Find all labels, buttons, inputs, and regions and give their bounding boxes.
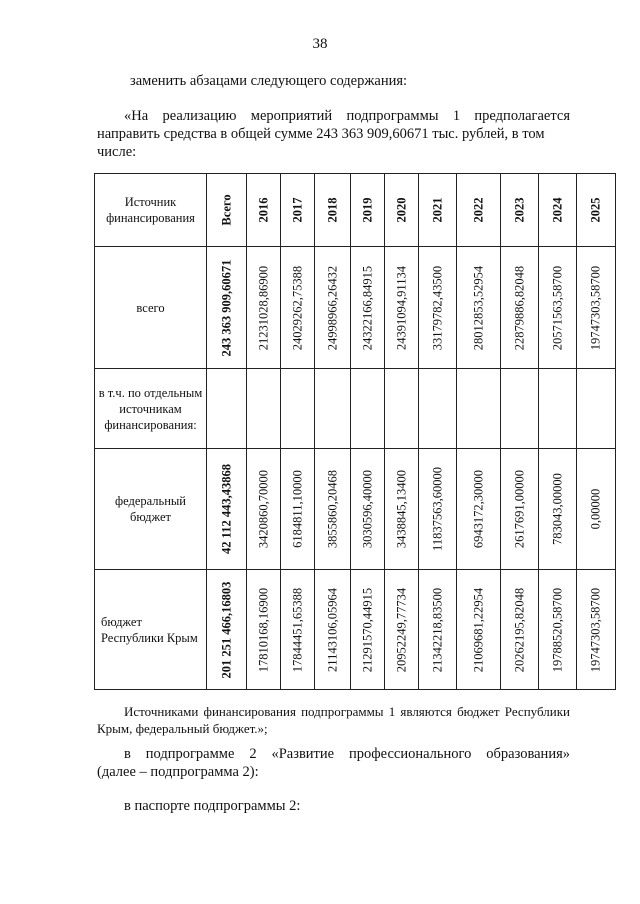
table-cell: 0,00000 (577, 449, 616, 570)
table-row (95, 570, 616, 690)
table-cell: 20571563,58700 (539, 247, 577, 369)
paragraph-line-3: числе: (97, 144, 137, 160)
table-cell (501, 369, 539, 449)
table-cell (385, 369, 419, 449)
table-cell (539, 369, 577, 449)
footnote-line-2: Крым, федеральный бюджет.»; (97, 721, 268, 736)
table-cell: 33179782,43500 (419, 247, 457, 369)
row-label: бюджет Республики Крым (95, 570, 207, 690)
table-cell: 21231028,86900 (247, 247, 281, 369)
table-cell: 3420860,70000 (247, 449, 281, 570)
table-cell (247, 369, 281, 449)
table-cell: 17810168,16900 (247, 570, 281, 690)
header-year: 2017 (281, 174, 315, 247)
table-cell (315, 369, 351, 449)
row-label: федеральный бюджет (95, 449, 207, 570)
table-cell: 24391094,91134 (385, 247, 419, 369)
table-cell: 3855860,20468 (315, 449, 351, 570)
table-cell (281, 369, 315, 449)
table-cell: 2617691,00000 (501, 449, 539, 570)
header-year: 2023 (501, 174, 539, 247)
table-cell: 21291570,44915 (351, 570, 385, 690)
table-cell: 6943172,30000 (457, 449, 501, 570)
header-year: 2018 (315, 174, 351, 247)
table-cell (457, 369, 501, 449)
row-label: всего (95, 247, 207, 369)
table-row (95, 247, 616, 369)
header-source: Источник финансирования (95, 174, 207, 247)
footnote-line-1: Источниками финансирования подпрограммы 1 являются бюджет Республики (124, 704, 570, 719)
paragraph-line-2: направить средства в общей сумме 243 363 909,60671 тыс. рублей, в том (97, 126, 545, 142)
header-year: 2019 (351, 174, 385, 247)
table-cell: 21143106,05964 (315, 570, 351, 690)
table-row (95, 449, 616, 570)
table-cell: 20952249,77734 (385, 570, 419, 690)
table-cell: 28012853,52954 (457, 247, 501, 369)
row-label: в т.ч. по отдельным источникам финансирования: (95, 369, 207, 449)
table-cell: 19788520,58700 (539, 570, 577, 690)
table-cell: 3030596,40000 (351, 449, 385, 570)
subprogram-2-line-1: в подпрограмме 2 «Развитие профессионального образования» (124, 746, 570, 762)
table-cell: 22879886,82048 (501, 247, 539, 369)
table-cell: 17844451,65388 (281, 570, 315, 690)
table-cell: 21342218,83500 (419, 570, 457, 690)
table-cell: 783043,00000 (539, 449, 577, 570)
table-cell: 3438845,13400 (385, 449, 419, 570)
intro-text: заменить абзацами следующего содержания: (130, 73, 408, 89)
table-row (95, 369, 616, 449)
table-cell: 6184811,10000 (281, 449, 315, 570)
header-row (95, 174, 616, 247)
paragraph-line-1: «На реализацию мероприятий подпрограммы 1 предполагается (124, 108, 570, 124)
financing-table (94, 173, 616, 690)
header-year: 2024 (539, 174, 577, 247)
row-total (207, 369, 247, 449)
header-total: Всего (207, 174, 247, 247)
table-cell (419, 369, 457, 449)
table-cell: 19747303,58700 (577, 570, 616, 690)
row-total: 201 251 466,16803 (207, 570, 247, 690)
header-year: 2025 (577, 174, 616, 247)
table-cell: 24029262,75388 (281, 247, 315, 369)
subprogram-2-line-2: (далее – подпрограмма 2): (97, 764, 259, 780)
header-year: 2020 (385, 174, 419, 247)
table-cell: 20262195,82048 (501, 570, 539, 690)
table-cell (577, 369, 616, 449)
header-year: 2016 (247, 174, 281, 247)
table-cell: 11837563,60000 (419, 449, 457, 570)
page-number: 38 (312, 36, 328, 52)
table-cell: 19747303,58700 (577, 247, 616, 369)
table-cell: 24322166,84915 (351, 247, 385, 369)
row-total: 42 112 443,43868 (207, 449, 247, 570)
passport-text: в паспорте подпрограммы 2: (124, 798, 301, 814)
table-cell: 21069681,22954 (457, 570, 501, 690)
table-cell: 24998966,26432 (315, 247, 351, 369)
header-year: 2021 (419, 174, 457, 247)
table-cell (351, 369, 385, 449)
header-year: 2022 (457, 174, 501, 247)
row-total: 243 363 909,60671 (207, 247, 247, 369)
